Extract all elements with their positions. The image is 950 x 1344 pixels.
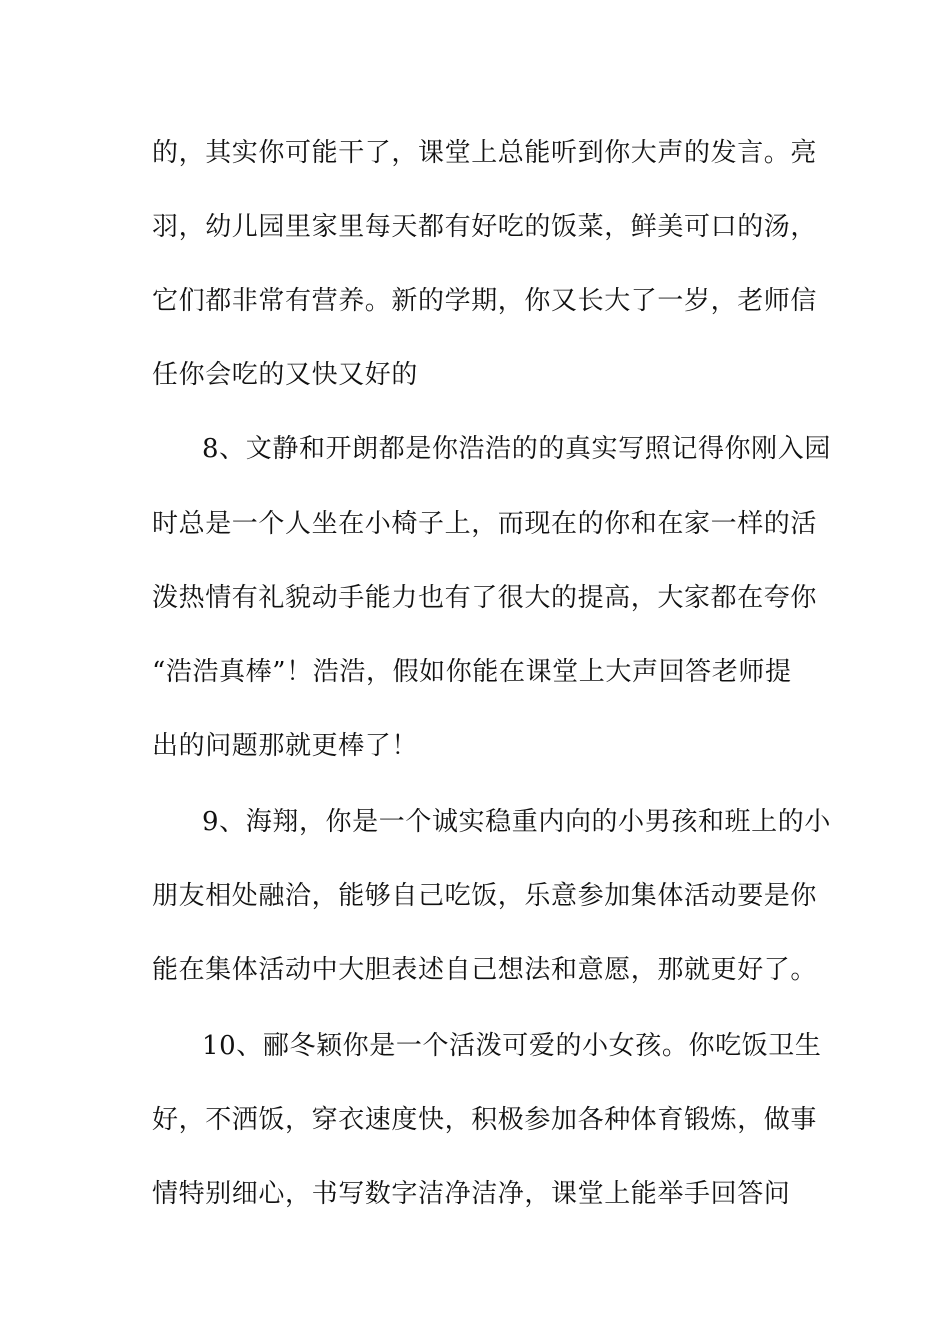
- text-line: 时总是一个人坐在小椅子上，而现在的你和在家一样的活: [152, 509, 818, 539]
- text-line: “浩浩真棒”！浩浩，假如你能在课堂上大声回答老师提: [152, 657, 792, 687]
- text-line: 朋友相处融洽，能够自己吃饭，乐意参加集体活动要是你: [152, 881, 818, 911]
- text-line: 能在集体活动中大胆表述自己想法和意愿，那就更好了。: [152, 955, 818, 985]
- text-line: 好，不洒饭，穿衣速度快，积极参加各种体育锻炼，做事: [152, 1105, 818, 1135]
- text-line: 羽，幼儿园里家里每天都有好吃的饭菜，鲜美可口的汤，: [152, 212, 818, 242]
- text-line: 任你会吃的又快又好的: [152, 360, 419, 390]
- text-line: 10、郦冬颖你是一个活泼可爱的小女孩。你吃饭卫生: [202, 1031, 822, 1061]
- text-line: 情特别细心，书写数字洁净洁净，课堂上能举手回答问: [152, 1179, 791, 1209]
- text-line: 的，其实你可能干了，课堂上总能听到你大声的发言。亮: [152, 138, 818, 168]
- text-line: 它们都非常有营养。新的学期，你又长大了一岁，老师信: [152, 286, 818, 316]
- text-line: 泼热情有礼貌动手能力也有了很大的提高，大家都在夸你: [152, 583, 818, 613]
- text-line: 8、文静和开朗都是你浩浩的的真实写照记得你刚入园: [202, 434, 831, 464]
- text-line: 9、海翔，你是一个诚实稳重内向的小男孩和班上的小: [202, 807, 831, 837]
- text-line: 出的问题那就更棒了！: [152, 731, 419, 761]
